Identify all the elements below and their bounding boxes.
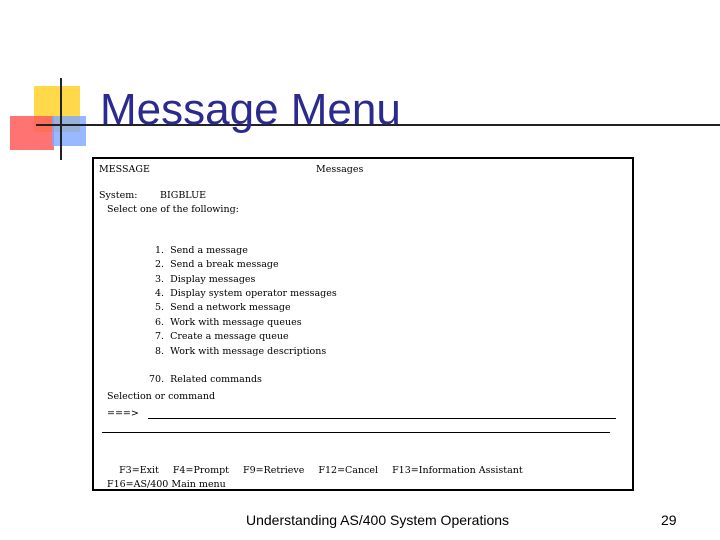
f13-information-assistant-key[interactable]: F13=Information Assistant xyxy=(392,465,523,476)
f3-exit-key[interactable]: F3=Exit xyxy=(119,465,159,476)
f12-cancel-key[interactable]: F12=Cancel xyxy=(318,465,379,476)
option-label: Display system operator messages xyxy=(170,288,337,299)
command-prompt-arrow: ===> xyxy=(107,408,139,419)
slide-title: Message Menu xyxy=(100,85,401,134)
decor-red-square xyxy=(10,116,54,150)
command-input[interactable] xyxy=(148,418,616,419)
f16-main-menu-key[interactable]: F16=AS/400 Main menu xyxy=(107,479,226,490)
option-label: Send a network message xyxy=(170,302,291,313)
command-prompt-label: Selection or command xyxy=(107,391,216,402)
option-label: Send a message xyxy=(170,245,248,256)
option-number: 7. xyxy=(155,331,165,342)
option-label: Display messages xyxy=(170,274,256,285)
terminal-screen xyxy=(92,157,634,491)
option-number: 6. xyxy=(155,317,165,328)
system-label: System: xyxy=(99,190,138,201)
decor-vertical-line xyxy=(60,78,62,160)
instruction-text: Select one of the following: xyxy=(107,204,239,215)
separator-line xyxy=(102,432,610,433)
page-number: 29 xyxy=(661,512,677,528)
option-number: 5. xyxy=(155,302,165,313)
option-number: 2. xyxy=(155,259,165,270)
f9-retrieve-key[interactable]: F9=Retrieve xyxy=(243,465,305,476)
option-label: Create a message queue xyxy=(170,331,289,342)
option-number: 3. xyxy=(155,274,165,285)
option-label: Work with message descriptions xyxy=(170,346,327,357)
option-label: Send a break message xyxy=(170,259,279,270)
menu-name: MESSAGE xyxy=(99,164,150,175)
footer-title: Understanding AS/400 System Operations xyxy=(246,512,510,528)
option-number: 4. xyxy=(155,288,165,299)
f4-prompt-key[interactable]: F4=Prompt xyxy=(172,465,229,476)
option-number: 1. xyxy=(155,245,165,256)
function-key-legend xyxy=(107,450,537,506)
option-label: Related commands xyxy=(170,374,262,385)
option-number: 70. xyxy=(148,374,165,385)
system-name: BIGBLUE xyxy=(160,190,207,201)
option-label: Work with message queues xyxy=(170,317,302,328)
option-number: 8. xyxy=(155,346,165,357)
screen-header-title: Messages xyxy=(316,164,364,175)
decor-blue-square xyxy=(52,116,86,146)
